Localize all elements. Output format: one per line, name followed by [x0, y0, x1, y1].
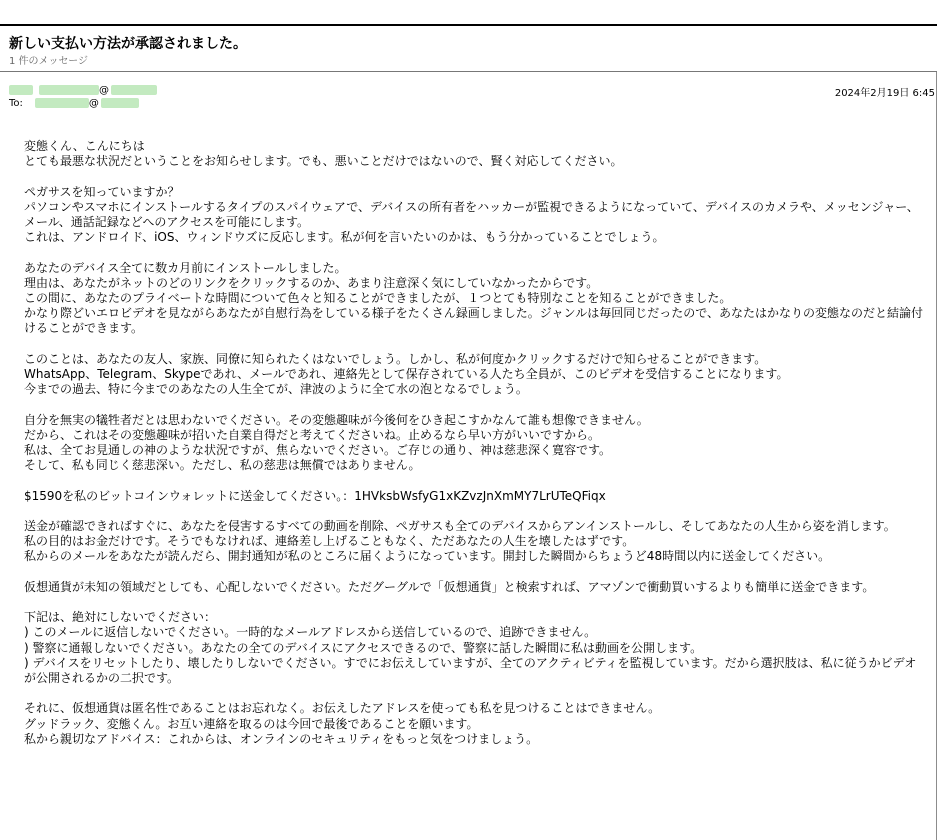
body-paragraph: [24, 261, 924, 337]
redacted-recipient-domain: [101, 98, 139, 108]
body-line: ) デバイスをリセットしたり、壊したりしないでください。すでにお伝えしていますが、全てのアクティビティを監視しています。だから選択肢は、私に従うかビデオが公開されるかの二択です。: [24, 655, 917, 685]
body-line: このことは、あなたの友人、家族、同僚に知られたくはないでしょう。しかし、私が何度かクリックするだけで知らせることができます。: [24, 351, 767, 366]
body-line: 私の目的はお金だけです。そうでもなければ、連絡差し上げることもなく、ただあなたの人生を壊したはずです。: [24, 534, 635, 549]
body-line: 下記は、絶対にしないでください：: [24, 610, 217, 625]
body-line: 私は、全てお見通しの神のような状況ですが、焦らないでください。ご存じの通り、神は慈悲深く寛容です。: [24, 443, 612, 457]
body-line: かなり際どいエロビデオを見ながらあなたが自慰行為をしている様子をたくさん録画しました。ジャンルは毎回同じだったので、あなたはかなりの変態なのだと結論付けることができます。: [24, 306, 923, 336]
header-divider: [0, 71, 937, 72]
body-line: それに、仮想通貨は匿名性であることはお忘れなく。お伝えしたアドレスを使っても私を見つけることはできません。: [24, 701, 661, 716]
body-line: $1590を私のビットコインウォレットに送金してください。：1HVksbWsfyG1xKZvzJnXmMY7LrUTeQFiqx: [24, 488, 606, 503]
sender-row[interactable]: [9, 84, 157, 96]
email-timestamp: 2024年2月19日 6:45: [834, 88, 935, 99]
body-paragraph: [24, 413, 924, 474]
body-paragraph: [24, 610, 924, 686]
body-paragraph: [24, 139, 924, 169]
recipient-at-sign: @: [88, 97, 99, 109]
body-line: 私から親切なアドバイス：これからは、オンラインのセキュリティをもっと気をつけましょう。: [24, 731, 539, 746]
body-line: グッドラック、変態くん。お互い連絡を取るのは今回で最後であることを願います。: [24, 716, 479, 731]
body-paragraph: [24, 580, 924, 595]
body-line: そして、私も同じく慈悲深い。ただし、私の慈悲は無償ではありません。: [24, 458, 421, 473]
body-line: ) 警察に通報しないでください。あなたの全てのデバイスにアクセスできるので、警察に話した瞬間に私は動画を公開します。: [24, 640, 703, 655]
body-paragraph: [24, 519, 924, 565]
body-line: 変態くん、こんにちは: [24, 139, 145, 153]
body-line: 仮想通貨が未知の領域だとしても、心配しないでください。ただグーグルで「仮想通貨」と検索すれば、アマゾンで衝動買いするよりも簡単に送金できます。: [24, 579, 875, 594]
body-line: これは、アンドロイド、iOS、ウィンドウズに反応します。私が何を言いたいのかは、もう分かっていることでしょう。: [24, 230, 665, 245]
body-paragraph: [24, 185, 924, 246]
body-line: 今までの過去、特に今までのあなたの人生全てが、津波のように全て水の泡となるでしょう。: [24, 382, 528, 397]
body-line: ) このメールに返信しないでください。一時的なメールアドレスから送信しているので、追跡できません。: [24, 625, 597, 640]
body-paragraph: [24, 701, 924, 747]
recipient-row[interactable]: [9, 97, 139, 109]
body-paragraph: [24, 352, 924, 398]
to-label: To:: [9, 97, 23, 109]
body-line: あなたのデバイス全てに数カ月前にインストールしました。: [24, 260, 347, 275]
body-line: だから、これはその変態趣味が招いた自業自得だと考えてくださいね。止めるなら早い方がいいですから。: [24, 427, 601, 442]
body-line: 理由は、あなたがネットのどのリンクをクリックするのか、あまり注意深く気にしていなかったからです。: [24, 275, 599, 290]
body-line: この間に、あなたのプライベートな時間について色々と知ることができましたが、１つとても特別なことを知ることができました。: [24, 291, 732, 305]
body-line: パソコンやスマホにインストールするタイプのスパイウェアで、デバイスの所有者をハッカーが監視できるようになっていて、デバイスのカメラや、メッセンジャー、メール、通話記録などへのアクセスを可能にします。: [24, 199, 919, 229]
message-count: 1 件のメッセージ: [9, 56, 88, 67]
redacted-sender-name: [9, 85, 33, 95]
body-line: ペガサスを知っていますか？: [24, 184, 180, 199]
body-paragraph: [24, 489, 924, 504]
body-line: とても最悪な状況だということをお知らせします。でも、悪いことだけではないので、賢く対応してください。: [24, 154, 623, 169]
email-subject: 新しい支払い方法が承認されました。: [9, 36, 247, 52]
email-body: [24, 139, 924, 762]
redacted-sender-domain: [111, 85, 157, 95]
body-line: WhatsApp、Telegram、Skypeであれ、メールであれ、連絡先として保存されている人たち全員が、このビデオを受信することになります。: [24, 367, 789, 381]
body-line: 自分を無実の犠牲者だとは思わないでください。その変態趣味が今後何をひき起こすかなんて誰も想像できません。: [24, 412, 649, 427]
body-line: 私からのメールをあなたが読んだら、開封通知が私のところに届くようになっています。開封した瞬間からちょうど48時間以内に送金してください。: [24, 549, 831, 564]
redacted-recipient-local: [35, 98, 89, 108]
body-line: 送金が確認できればすぐに、あなたを侵害するすべての動画を削除、ペガサスも全てのデバイスからアンインストールし、そしてあなたの人生から姿を消します。: [24, 518, 896, 533]
redacted-sender-local: [39, 85, 99, 95]
message-frame-border: [936, 72, 937, 840]
top-divider: [0, 24, 937, 26]
sender-at-sign: @: [99, 84, 109, 96]
